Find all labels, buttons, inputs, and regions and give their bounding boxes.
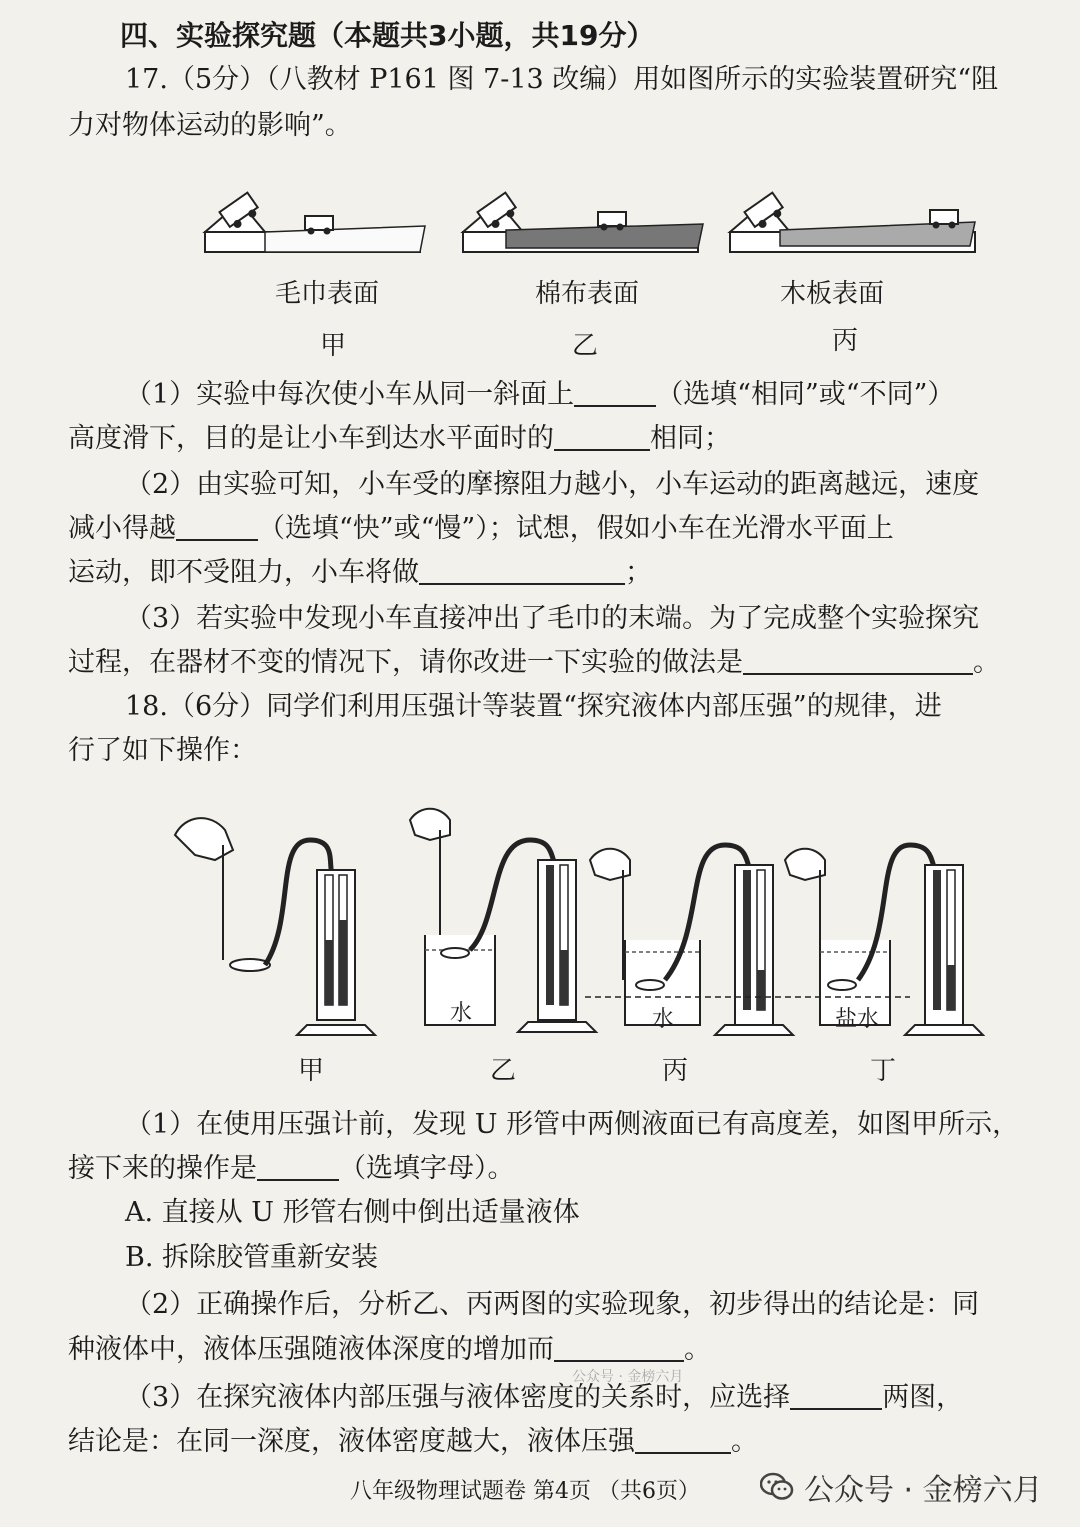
q18-option-a: A. 直接从 U 形管右侧中倒出适量液体 <box>125 1197 580 1228</box>
q18-part1-text-b: 接下来的操作是 <box>68 1153 257 1184</box>
q17-part1-text-a: （1）实验中每次使小车从同一斜面上 <box>125 379 575 410</box>
ramp-panel-towel <box>205 193 425 252</box>
manometer-setup-jia <box>175 818 375 1035</box>
answer-blank[interactable] <box>176 513 258 541</box>
q17-part2-line1: （2）由实验可知，小车受的摩擦阻力越小，小车运动的距离越远，速度 <box>125 469 980 500</box>
q18-part3-text-d: 。 <box>731 1426 758 1457</box>
q17-part2-text-b: 减小得越 <box>68 513 176 544</box>
ramp-panel-cotton <box>463 193 703 252</box>
q17-stem-line1: 17.（5分）（八教材 P161 图 7-13 改编）用如图所示的实验装置研究“阻 <box>125 64 999 95</box>
q17-part1-line2 <box>68 421 731 457</box>
panel-label-yi: 乙 <box>572 331 599 361</box>
q18-part2-text-b: 种液体中，液体压强随液体深度的增加而 <box>68 1334 554 1365</box>
answer-blank[interactable] <box>790 1382 882 1410</box>
q17-stem-line2: 力对物体运动的影响”。 <box>68 110 352 141</box>
liquid-label-water-yi: 水 <box>450 1001 473 1026</box>
section-heading: 四、实验探究题（本题共3小题，共19分） <box>120 19 655 52</box>
q18-part1-line2 <box>68 1151 515 1187</box>
ramp-panel-wood <box>730 193 975 252</box>
q17-part3-line1: （3）若实验中发现小车直接冲出了毛巾的末端。为了完成整个实验探究 <box>125 603 980 634</box>
q17-part3-text-b: 过程，在器材不变的情况下，请你改进一下实验的做法是 <box>68 647 743 678</box>
q18-part3-line1 <box>125 1380 963 1416</box>
caption-towel: 毛巾表面 <box>275 279 380 309</box>
wechat-icon <box>760 1472 794 1502</box>
answer-blank[interactable] <box>743 647 973 675</box>
hand-icon <box>175 818 233 860</box>
q17-part2-text-d: 运动，即不受阻力，小车将做 <box>68 557 419 588</box>
q18-fig-label-ding: 丁 <box>870 1056 897 1086</box>
q17-part1-text-c: 高度滑下，目的是让小车到达水平面时的 <box>68 423 554 454</box>
q17-part2-line3 <box>68 555 652 591</box>
q17-part2-text-e: ； <box>625 557 652 588</box>
q18-fig-label-yi: 乙 <box>490 1056 517 1086</box>
q18-part3-text-a: （3）在探究液体内部压强与液体密度的关系时，应选择 <box>125 1382 791 1413</box>
q18-fig-label-bing: 丙 <box>662 1056 689 1086</box>
manometer-setup-ding <box>785 845 983 1035</box>
panel-label-bing: 丙 <box>832 326 859 356</box>
page-footer: 八年级物理试题卷 第4页 （共6页） <box>350 1479 700 1504</box>
liquid-label-salt-ding: 盐水 <box>835 1007 880 1032</box>
answer-blank[interactable] <box>635 1426 731 1454</box>
q17-part1-text-b: （选填“相同”或“不同”） <box>656 379 955 410</box>
q18-stem-line1: 18.（6分）同学们利用压强计等装置“探究液体内部压强”的规律，进 <box>125 691 942 722</box>
q17-part3-line2 <box>68 645 1000 681</box>
watermark <box>760 1465 1043 1509</box>
q18-option-b: B. 拆除胶管重新安装 <box>125 1242 379 1273</box>
answer-blank[interactable] <box>574 379 656 407</box>
q17-part3-text-c: 。 <box>973 647 1000 678</box>
answer-blank[interactable] <box>554 423 650 451</box>
q17-part2-text-c: （选填“快”或“慢”）；试想，假如小车在光滑水平面上 <box>258 513 894 544</box>
q18-fig-label-jia: 甲 <box>298 1056 325 1086</box>
answer-blank[interactable] <box>554 1334 684 1362</box>
q17-part2-line2 <box>68 511 894 547</box>
q18-part1-line1: （1）在使用压强计前，发现 U 形管中两侧液面已有高度差，如图甲所示， <box>125 1109 1020 1140</box>
caption-cotton: 棉布表面 <box>535 279 640 309</box>
manometer-setup-yi <box>410 809 596 1032</box>
q18-part3-text-b: 两图， <box>882 1382 964 1413</box>
q18-part2-line1: （2）正确操作后，分析乙、丙两图的实验现象，初步得出的结论是：同 <box>125 1289 980 1320</box>
caption-wood: 木板表面 <box>780 279 885 309</box>
q18-part2-line2 <box>68 1332 711 1368</box>
q18-part3-text-c: 结论是：在同一深度，液体密度越大，液体压强 <box>68 1426 635 1457</box>
q17-part1-text-d: 相同； <box>650 423 731 454</box>
q17-part1-line1 <box>125 377 954 413</box>
panel-label-jia: 甲 <box>320 331 347 361</box>
q17-figure <box>200 190 990 270</box>
watermark-text: 公众号 · 金榜六月 <box>804 1473 1043 1508</box>
q18-part1-text-c: （选填字母）。 <box>339 1153 515 1184</box>
answer-blank[interactable] <box>257 1153 339 1181</box>
liquid-label-water-bing: 水 <box>652 1007 675 1032</box>
q18-part2-text-c: 。 <box>684 1334 711 1365</box>
manometer-setup-bing <box>590 845 793 1035</box>
answer-blank[interactable] <box>419 557 625 585</box>
faint-watermark: 公众号 · 金榜六月 <box>572 1369 684 1385</box>
hand-icon <box>410 809 450 840</box>
q18-part3-line2 <box>68 1424 758 1460</box>
q18-stem-line2: 行了如下操作： <box>68 735 257 766</box>
